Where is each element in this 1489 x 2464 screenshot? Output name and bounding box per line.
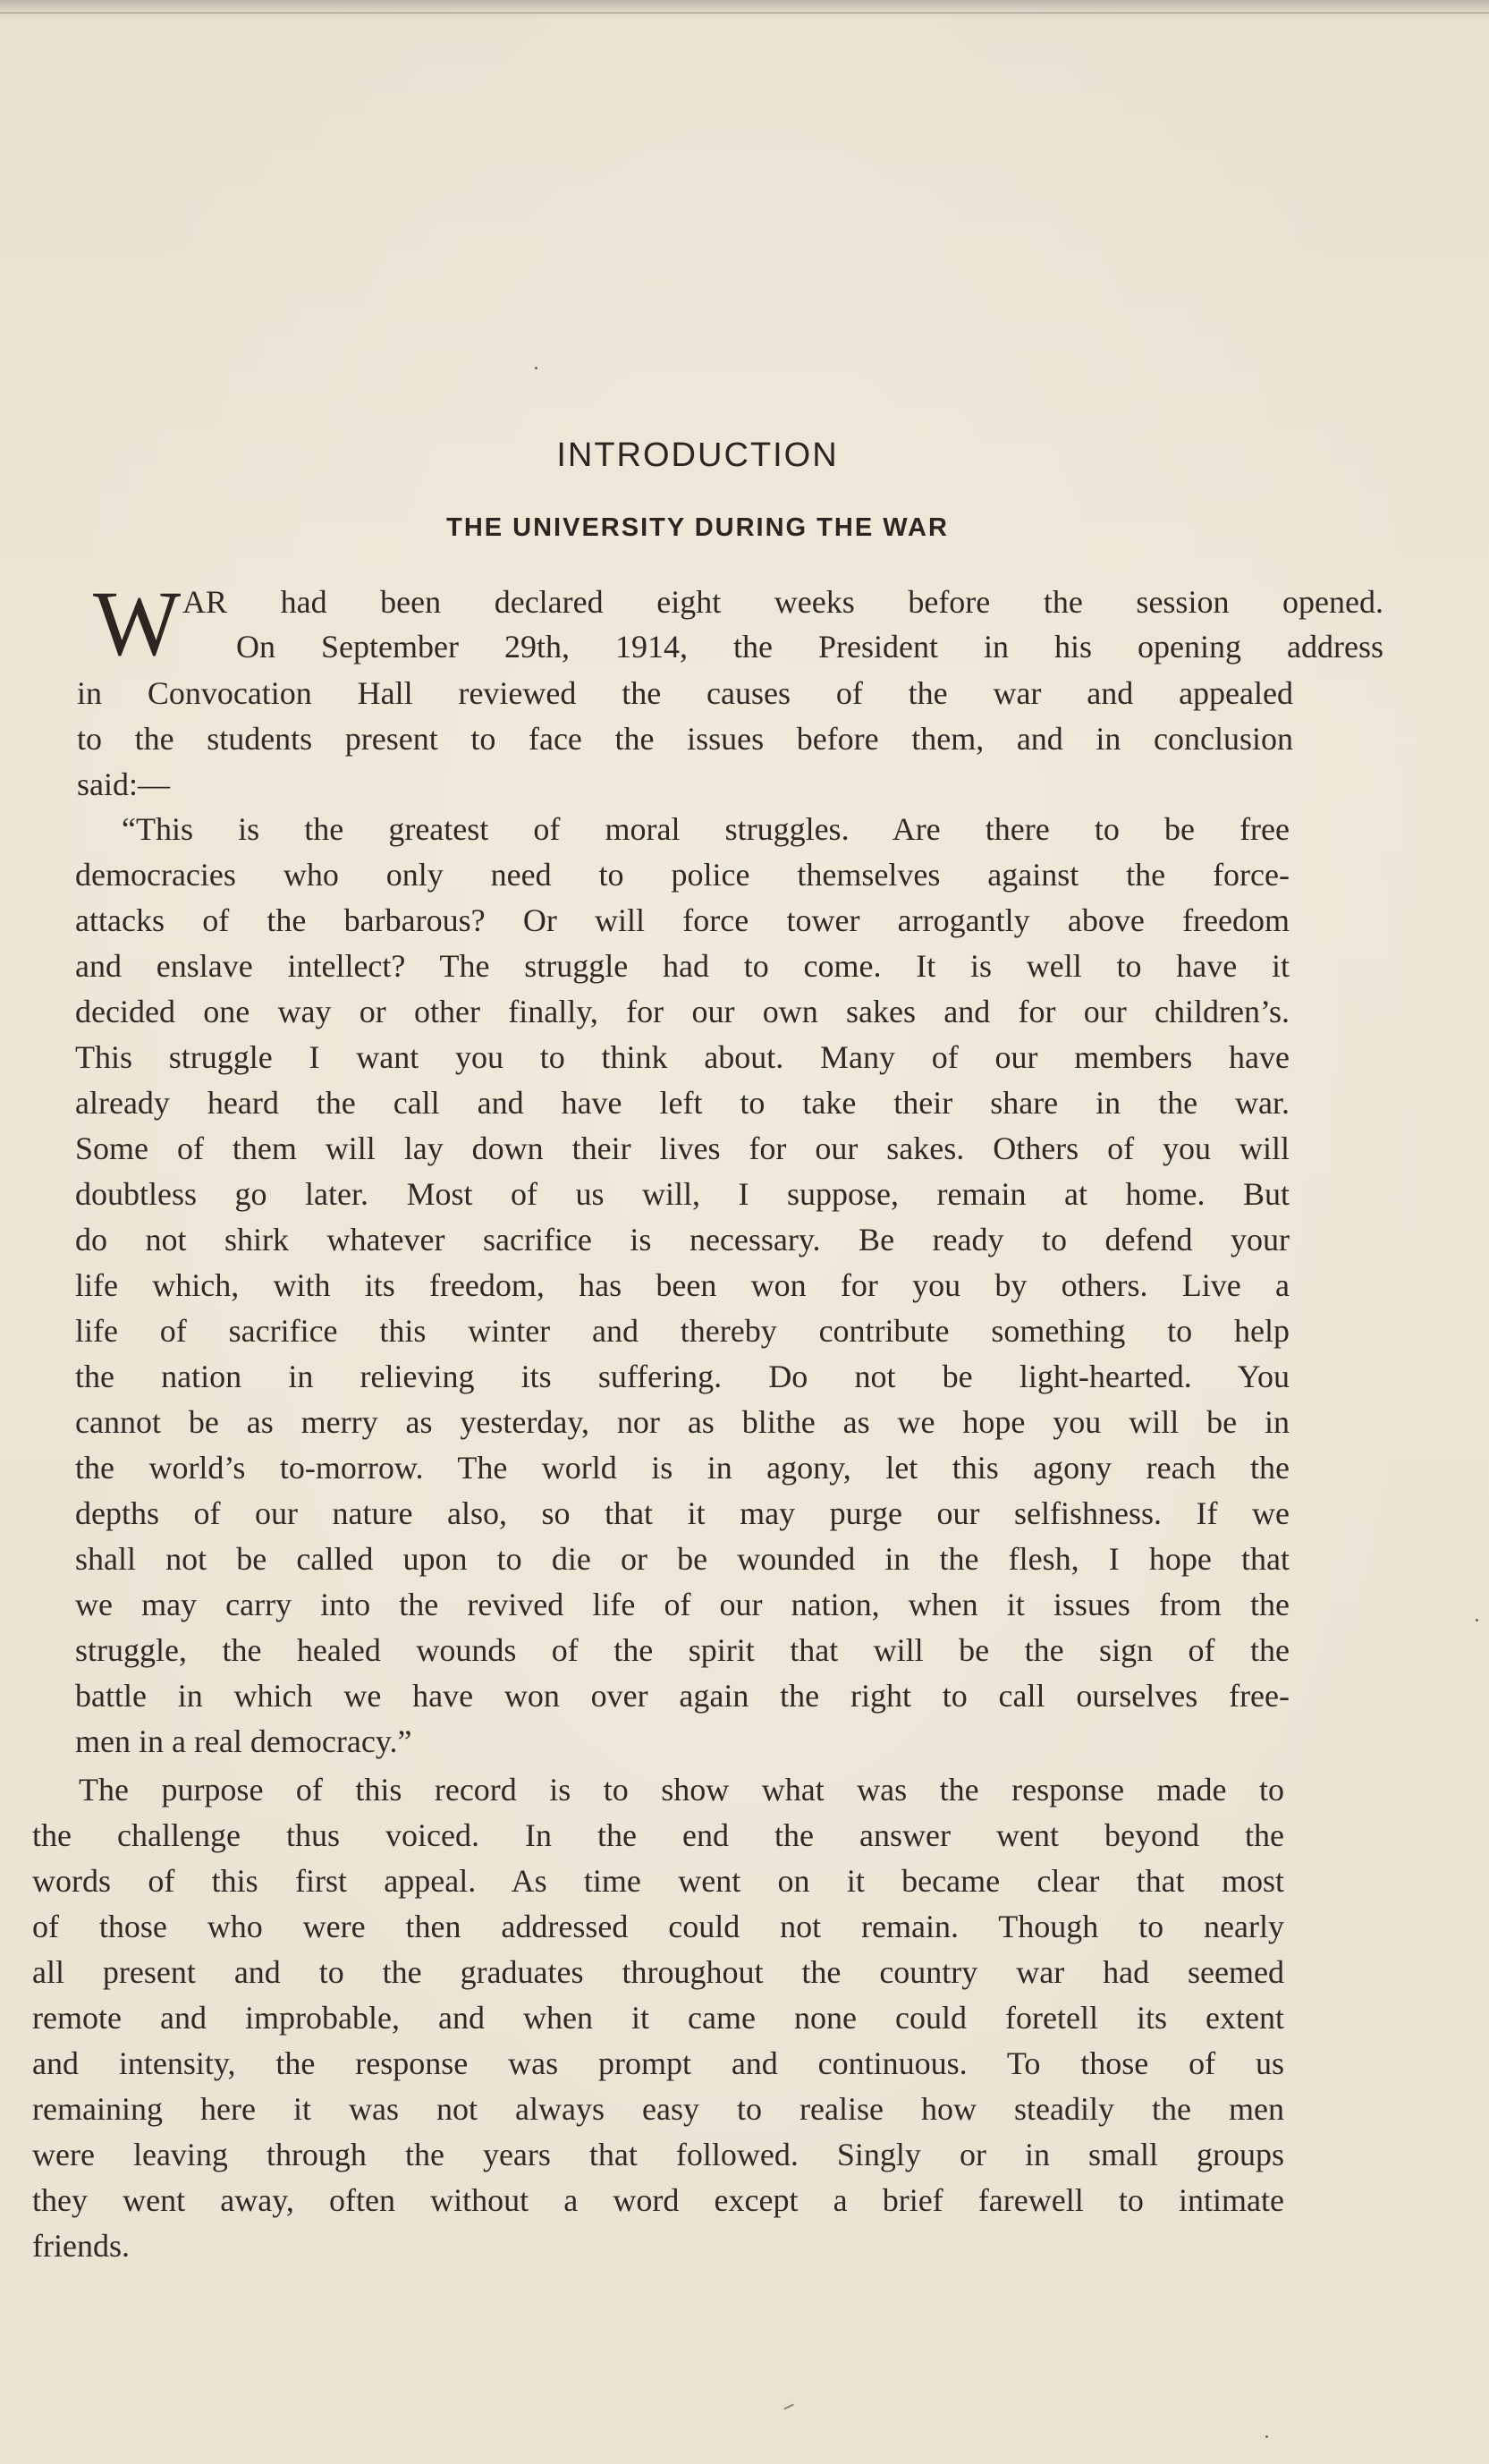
opening-paragraph-continued <box>77 671 1293 808</box>
text-line: we may carry into the revived life of our nation, when it issues from the <box>75 1587 1290 1622</box>
text-line: of those who were then addressed could not remain. Though to nearly <box>32 1909 1284 1944</box>
paper-speck <box>535 367 537 369</box>
text-line: cannot be as merry as yesterday, nor as blithe as we hope you will be in <box>75 1404 1290 1440</box>
text-line: struggle, the healed wounds of the spirit that will be the sign of the <box>75 1632 1290 1668</box>
text-line: friends. <box>32 2228 130 2264</box>
text-line: in Convocation Hall reviewed the causes of the war and appealed <box>77 675 1293 711</box>
chapter-title: INTRODUCTION <box>556 436 839 474</box>
text-line: all present and to the graduates throughout the country war had seemed <box>32 1954 1284 1990</box>
text-line: life of sacrifice this winter and thereby contribute something to help <box>75 1313 1290 1349</box>
text-line: battle in which we have won over again the right to call ourselves free- <box>75 1678 1290 1714</box>
text-line: democracies who only need to police themselves against the force- <box>75 857 1290 893</box>
text-line: remaining here it was not always easy to realise how steadily the men <box>32 2091 1284 2127</box>
text-line: AR had been declared eight weeks before the session opened. <box>182 584 1383 620</box>
text-line: remote and improbable, and when it came none could foretell its extent <box>32 2000 1284 2036</box>
text-line: to the students present to face the issues before them, and in conclusion <box>77 721 1293 757</box>
text-line: the world’s to-morrow. The world is in agony, let this agony reach the <box>75 1450 1290 1486</box>
text-line: already heard the call and have left to take their share in the war. <box>75 1085 1290 1121</box>
text-line: On September 29th, 1914, the President in his opening address <box>236 629 1383 665</box>
text-line: words of this first appeal. As time went on it became clear that most <box>32 1863 1284 1899</box>
paper-mark <box>783 2404 794 2410</box>
text-line: and intensity, the response was prompt and continuous. To those of us <box>32 2045 1284 2081</box>
text-line: the challenge thus voiced. In the end the answer went beyond the <box>32 1817 1284 1853</box>
text-line: The purpose of this record is to show what was the response made to <box>79 1772 1284 1808</box>
text-line: they went away, often without a word except a brief farewell to intimate <box>32 2182 1284 2218</box>
text-line: decided one way or other finally, for our own sakes and for our children’s. <box>75 994 1290 1029</box>
text-line: attacks of the barbarous? Or will force tower arrogantly above freedom <box>75 902 1290 938</box>
text-line: said:— <box>77 766 170 802</box>
text-line: were leaving through the years that followed. Singly or in small groups <box>32 2137 1284 2172</box>
text-line: This struggle I want you to think about. Many of our members have <box>75 1039 1290 1075</box>
page-top-edge <box>0 0 1489 20</box>
text-line: men in a real democracy.” <box>75 1723 412 1759</box>
text-line: “This is the greatest of moral struggles. Are there to be free <box>122 811 1290 847</box>
paper-speck <box>1265 2435 1268 2438</box>
text-line: do not shirk whatever sacrifice is necessary. Be ready to defend your <box>75 1222 1290 1257</box>
text-line: and enslave intellect? The struggle had to come. It is well to have it <box>75 948 1290 984</box>
drop-cap-letter: W <box>93 572 182 675</box>
closing-paragraph <box>32 1767 1284 2269</box>
text-line: the nation in relieving its suffering. Do not be light-hearted. You <box>75 1359 1290 1394</box>
text-line: shall not be called upon to die or be wounded in the flesh, I hope that <box>75 1541 1290 1577</box>
text-line: depths of our nature also, so that it may purge our selfishness. If we <box>75 1495 1290 1531</box>
quotation-paragraph <box>75 807 1290 1765</box>
text-line: Some of them will lay down their lives for our sakes. Others of you will <box>75 1130 1290 1166</box>
text-line: life which, with its freedom, has been won for you by others. Live a <box>75 1267 1290 1303</box>
text-line: doubtless go later. Most of us will, I suppose, remain at home. But <box>75 1176 1290 1212</box>
paper-speck <box>1476 1619 1478 1621</box>
chapter-subtitle: THE UNIVERSITY DURING THE WAR <box>446 513 949 542</box>
